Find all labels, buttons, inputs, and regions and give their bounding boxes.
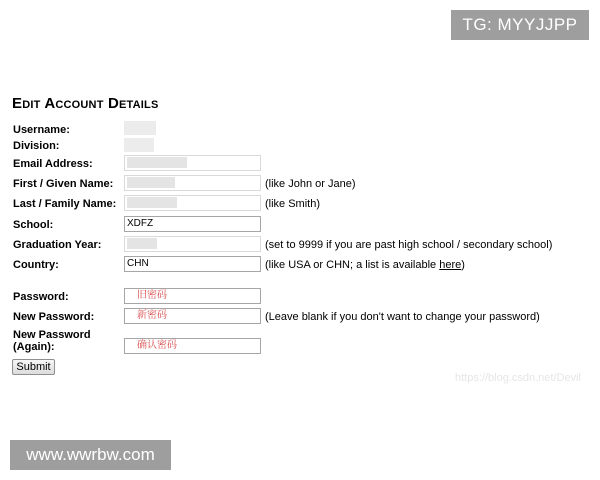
email-field[interactable] bbox=[124, 155, 261, 171]
country-hint bbox=[265, 259, 465, 271]
division-value-redacted bbox=[124, 138, 154, 152]
password-field[interactable]: 旧密码 bbox=[124, 288, 261, 304]
new-password-again-field[interactable]: 确认密码 bbox=[124, 338, 261, 354]
email-redacted bbox=[127, 157, 187, 168]
password-label: Password: bbox=[13, 291, 69, 303]
submit-button[interactable]: Submit bbox=[12, 359, 55, 375]
last-name-label: Last / Family Name: bbox=[13, 198, 117, 210]
country-hint-text: (like USA or CHN; a list is available bbox=[265, 259, 440, 271]
graduation-year-redacted bbox=[127, 238, 157, 249]
email-label: Email Address: bbox=[13, 158, 93, 170]
watermark-top-right: TG: MYYJJPP bbox=[451, 10, 589, 40]
new-password-again-label bbox=[13, 329, 91, 353]
first-name-hint: (like John or Jane) bbox=[265, 178, 356, 190]
graduation-year-field[interactable] bbox=[124, 236, 261, 252]
graduation-year-label: Graduation Year: bbox=[13, 239, 102, 251]
username-value-redacted bbox=[124, 121, 156, 135]
first-name-redacted bbox=[127, 177, 175, 188]
page-title: Edit Account Details bbox=[12, 95, 159, 112]
last-name-field[interactable] bbox=[124, 195, 261, 211]
last-name-redacted bbox=[127, 197, 177, 208]
username-label: Username: bbox=[13, 124, 70, 136]
new-password-label: New Password: bbox=[13, 311, 95, 323]
new-password-again-label-line2: (Again): bbox=[13, 341, 55, 353]
school-field[interactable]: XDFZ bbox=[124, 216, 261, 232]
first-name-label: First / Given Name: bbox=[13, 178, 114, 190]
division-label: Division: bbox=[13, 140, 60, 152]
new-password-again-label-line1: New Password bbox=[13, 329, 91, 341]
country-field[interactable]: CHN bbox=[124, 256, 261, 272]
new-password-field[interactable]: 新密码 bbox=[124, 308, 261, 324]
country-list-link[interactable]: here bbox=[439, 259, 462, 271]
watermark-bottom-left: www.wwrbw.com bbox=[10, 440, 171, 470]
graduation-year-hint: (set to 9999 if you are past high school / secondary school) bbox=[265, 239, 553, 251]
last-name-hint: (like Smith) bbox=[265, 198, 321, 210]
first-name-field[interactable] bbox=[124, 175, 261, 191]
watermark-blog-url: https://blog.csdn.net/Devil bbox=[455, 372, 581, 384]
country-hint-close: ) bbox=[461, 259, 465, 271]
new-password-hint: (Leave blank if you don't want to change your password) bbox=[265, 311, 540, 323]
country-label: Country: bbox=[13, 259, 59, 271]
school-label: School: bbox=[13, 219, 54, 231]
